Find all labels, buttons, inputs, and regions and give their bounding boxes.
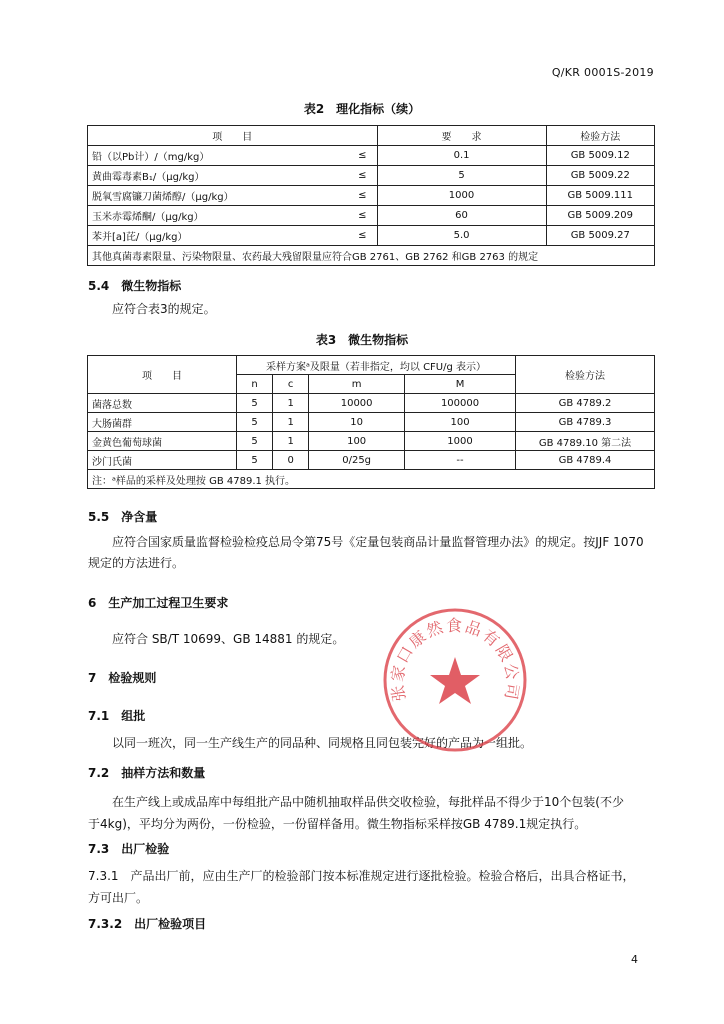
row-c: 1 <box>273 432 309 451</box>
table-row <box>88 146 655 166</box>
row-m: 100 <box>309 432 405 451</box>
table-row <box>88 206 655 226</box>
subheader-c: c <box>273 375 309 394</box>
table-row <box>88 451 655 470</box>
table-row <box>88 432 655 451</box>
subheader-m: m <box>309 375 405 394</box>
row-item: 金黄色葡萄球菌 <box>88 432 237 451</box>
row-method: GB 5009.111 <box>546 186 654 206</box>
company-seal <box>380 605 530 755</box>
row-item: 苯并[a]芘/（μg/kg） <box>88 226 339 246</box>
row-n: 5 <box>237 394 273 413</box>
row-operator: ≤ <box>339 206 377 226</box>
section-7-1-heading: 7.1 组批 <box>88 709 146 723</box>
row-item: 玉米赤霉烯酮/（μg/kg） <box>88 206 339 226</box>
header-sampling-plan: 采样方案ᵃ及限量（若非指定，均以 CFU/g 表示） <box>237 356 516 375</box>
row-operator: ≤ <box>339 226 377 246</box>
header-item: 项 目 <box>88 356 237 394</box>
row-c: 1 <box>273 413 309 432</box>
subheader-n: n <box>237 375 273 394</box>
row-m: 10 <box>309 413 405 432</box>
row-n: 5 <box>237 432 273 451</box>
table-row <box>88 186 655 206</box>
row-requirement: 60 <box>377 206 546 226</box>
row-c: 0 <box>273 451 309 470</box>
row-M: 100 <box>405 413 516 432</box>
physicochemical-table <box>87 125 655 266</box>
section-7-1-text: 以同一班次，同一生产线生产的同品种、同规格且同包装完好的产品为一组批。 <box>112 736 533 750</box>
section-7-3-1-line2: 方可出厂。 <box>88 891 149 905</box>
row-item: 铅（以Pb计）/（mg/kg） <box>88 146 339 166</box>
row-item: 菌落总数 <box>88 394 237 413</box>
seal-star-icon <box>430 657 480 704</box>
row-n: 5 <box>237 451 273 470</box>
row-item: 沙门氏菌 <box>88 451 237 470</box>
row-requirement: 0.1 <box>377 146 546 166</box>
row-method: GB 4789.4 <box>516 451 655 470</box>
row-operator: ≤ <box>339 146 377 166</box>
row-method: GB 5009.209 <box>546 206 654 226</box>
section-6-text: 应符合 SB/T 10699、GB 14881 的规定。 <box>112 632 345 646</box>
row-item: 脱氧雪腐镰刀菌烯醇/（μg/kg） <box>88 186 339 206</box>
section-6-heading: 6 生产加工过程卫生要求 <box>88 596 229 610</box>
row-method: GB 5009.27 <box>546 226 654 246</box>
table-header-row <box>88 126 655 146</box>
row-c: 1 <box>273 394 309 413</box>
row-requirement: 1000 <box>377 186 546 206</box>
row-operator: ≤ <box>339 166 377 186</box>
header-method: 检验方法 <box>546 126 654 146</box>
table-note-row <box>88 470 655 489</box>
subheader-M: M <box>405 375 516 394</box>
row-requirement: 5 <box>377 166 546 186</box>
row-method: GB 4789.10 第二法 <box>516 432 655 451</box>
section-5-5-heading: 5.5 净含量 <box>88 510 158 524</box>
row-item: 大肠菌群 <box>88 413 237 432</box>
row-M: 100000 <box>405 394 516 413</box>
section-7-3-heading: 7.3 出厂检验 <box>88 842 170 856</box>
section-7-heading: 7 检验规则 <box>88 671 157 685</box>
seal-text: 张家口康然食品有限公司 <box>387 615 523 703</box>
row-method: GB 5009.12 <box>546 146 654 166</box>
section-7-2-heading: 7.2 抽样方法和数量 <box>88 766 206 780</box>
table-row <box>88 413 655 432</box>
section-7-2-line2: 于4kg)，平均分为两份，一份检验，一份留样备用。微生物指标采样按GB 4789.1规定执行。 <box>88 817 587 831</box>
row-m: 0/25g <box>309 451 405 470</box>
table-header-row <box>88 356 655 375</box>
microbiological-table <box>87 355 655 489</box>
section-7-3-2-heading: 7.3.2 出厂检验项目 <box>88 917 207 931</box>
section-5-5-line2: 规定的方法进行。 <box>88 556 185 570</box>
row-method: GB 4789.3 <box>516 413 655 432</box>
row-requirement: 5.0 <box>377 226 546 246</box>
header-item: 项 目 <box>88 126 378 146</box>
row-operator: ≤ <box>339 186 377 206</box>
table-note: 注：ᵃ样品的采样及处理按 GB 4789.1 执行。 <box>88 470 655 489</box>
header-method: 检验方法 <box>516 356 655 394</box>
header-requirement: 要 求 <box>377 126 546 146</box>
section-5-5-line1: 应符合国家质量监督检验检疫总局令第75号《定量包装商品计量监督管理办法》的规定。按JJF 1070 <box>112 535 644 549</box>
page-number: 4 <box>631 953 638 966</box>
row-m: 10000 <box>309 394 405 413</box>
table-row <box>88 394 655 413</box>
table2-caption: 表2 理化指标（续） <box>303 102 421 116</box>
table-note-row <box>88 246 655 266</box>
row-method: GB 4789.2 <box>516 394 655 413</box>
section-7-2-line1: 在生产线上或成品库中每组批产品中随机抽取样品供交收检验，每批样品不得少于10个包装(不少 <box>112 795 624 809</box>
row-M: -- <box>405 451 516 470</box>
section-7-3-1-line1: 7.3.1 产品出厂前，应由生产厂的检验部门按本标准规定进行逐批检验。检验合格后，出具合格证书， <box>88 869 635 883</box>
row-n: 5 <box>237 413 273 432</box>
section-5-4-text: 应符合表3的规定。 <box>112 302 216 316</box>
row-item: 黄曲霉毒素B₁/（μg/kg） <box>88 166 339 186</box>
row-M: 1000 <box>405 432 516 451</box>
table3-caption: 表3 微生物指标 <box>315 333 409 347</box>
section-5-4-heading: 5.4 微生物指标 <box>88 279 182 293</box>
table-row <box>88 226 655 246</box>
table-row <box>88 166 655 186</box>
row-method: GB 5009.22 <box>546 166 654 186</box>
document-id: Q/KR 0001S-2019 <box>551 66 654 79</box>
table-note: 其他真菌毒素限量、污染物限量、农药最大残留限量应符合GB 2761、GB 2762 和GB 2763 的规定 <box>88 246 655 266</box>
